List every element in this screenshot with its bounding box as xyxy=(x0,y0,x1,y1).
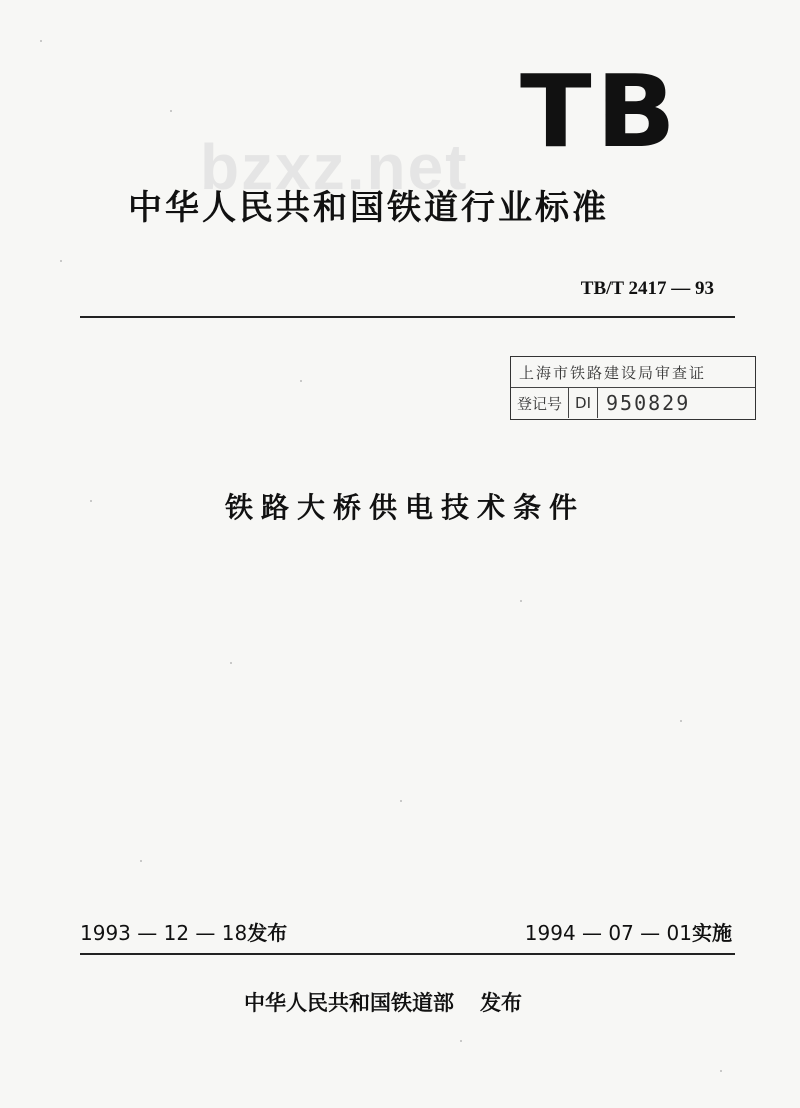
standard-code: TB/T 2417 — 93 xyxy=(580,278,714,299)
scan-speck xyxy=(300,380,302,382)
scan-speck xyxy=(170,110,172,112)
scan-speck xyxy=(40,40,42,42)
effective-label: 实施 xyxy=(692,921,732,945)
effective-date: 1994 — 07 — 01 xyxy=(524,921,692,945)
stamp-line-1: 上海市铁路建设局审查证 xyxy=(511,357,755,388)
stamp-prefix: DI xyxy=(569,388,598,418)
publisher-line xyxy=(244,987,522,1017)
issue-date-line xyxy=(80,917,287,946)
scan-speck xyxy=(140,860,142,862)
stamp-label: 登记号 xyxy=(511,388,569,418)
scan-speck xyxy=(460,1040,462,1042)
scan-speck xyxy=(720,1070,722,1072)
scan-speck xyxy=(60,260,62,262)
issue-date: 1993 — 12 — 18 xyxy=(80,921,248,945)
publisher-label: 发布 xyxy=(480,991,522,1015)
header-divider xyxy=(80,316,735,318)
scan-speck xyxy=(520,600,522,602)
standard-category-title: 中华人民共和国铁道行业标准 xyxy=(128,188,609,228)
effective-date-line xyxy=(525,917,732,946)
footer-divider xyxy=(80,953,735,955)
document-title: 铁路大桥供电技术条件 xyxy=(224,491,585,524)
registration-stamp xyxy=(510,356,756,420)
scan-speck xyxy=(230,662,232,664)
issue-label: 发布 xyxy=(247,921,288,945)
scan-speck xyxy=(400,800,402,802)
scan-speck xyxy=(680,720,682,722)
stamp-number: 950829 xyxy=(606,391,691,415)
tb-logo: TB xyxy=(520,53,681,170)
publisher-name: 中华人民共和国铁道部 xyxy=(244,991,454,1015)
watermark: bzxz.net xyxy=(200,131,469,203)
